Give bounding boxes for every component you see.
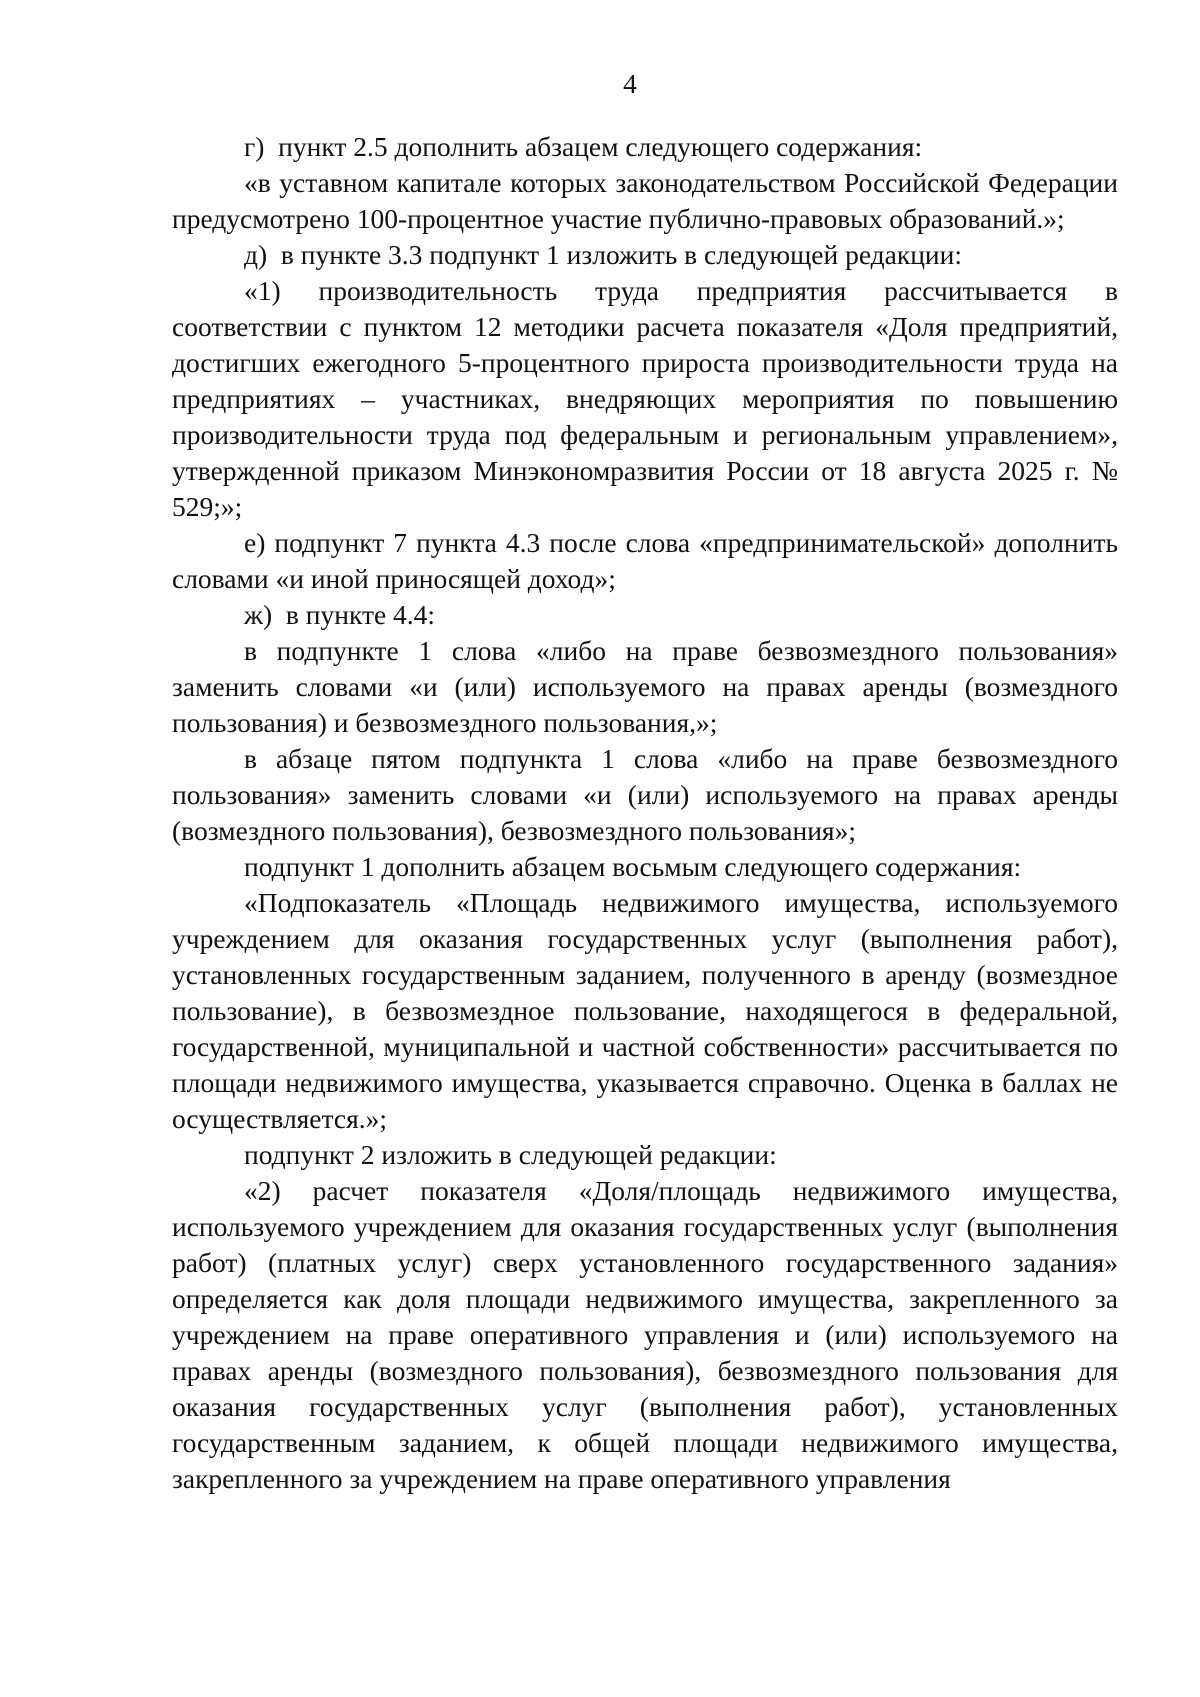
paragraph-item-g: г) пункт 2.5 дополнить абзацем следующего содержания:: [244, 131, 923, 162]
paragraph-quote-subindicator: «Подпоказатель «Площадь недвижимого имущества, используемого учреждением для оказания государственных услуг (выполнения работ), установленных государственным заданием, полученного в аренду (возмездное пользование), в безвозмездное пользование, находящегося в федеральной, государственной, муниципальной и частной собственности» рассчитывается по площади недвижимого имущества, указывается справочно. Оценка в баллах не осуществляется.»;: [172, 887, 1118, 1134]
paragraph-item-e: е) подпункт 7 пункта 4.3 после слова «предпринимательской» дополнить словами «и иной приносящей доход»;: [172, 527, 1118, 594]
paragraph-quote-3-3: «1) производительность труда предприятия рассчитывается в соответствии с пунктом 12 методики расчета показателя «Доля предприятий, достигших ежегодного 5-процентного прироста производительности труда на предприятиях – участниках, внедряющих мероприятия по повышению производительности труда под федеральным и региональным управлением», утвержденной приказом Минэкономразвития России от 18 августа 2025 г. № 529;»;: [172, 275, 1118, 522]
paragraph-item-d: д) в пункте 3.3 подпункт 1 изложить в следующей редакции:: [244, 239, 963, 270]
paragraph-subitem-1: в подпункте 1 слова «либо на праве безвозмездного пользования» заменить словами «и (или) используемого на правах аренды (возмездного пользования) и безвозмездного пользования,»;: [172, 635, 1118, 738]
paragraph-quote-subitem-2: «2) расчет показателя «Доля/площадь недвижимого имущества, используемого учреждением для оказания государственных услуг (выполнения работ) (платных услуг) сверх установленного государственного задания» определяется как доля площади недвижимого имущества, закрепленного за учреждением на праве оперативного управления и (или) используемого на правах аренды (возмездного пользования), безвозмездного пользования для оказания государственных услуг (выполнения работ), установленных государственным заданием, к общей площади недвижимого имущества, закрепленного за учреждением на праве оперативного управления: [172, 1175, 1118, 1494]
paragraph-fifth-abzac: в абзаце пятом подпункта 1 слова «либо на праве безвозмездного пользования» заменить словами «и (или) используемого на правах аренды (возмездного пользования), безвозмездного пользования»;: [172, 743, 1118, 846]
paragraph-item-zh: ж) в пункте 4.4:: [244, 599, 436, 630]
paragraph-quote-2-5: «в уставном капитале которых законодательством Российской Федерации предусмотрено 100-процентное участие публично-правовых образований.»;: [172, 167, 1118, 234]
paragraph-subitem-2: подпункт 2 изложить в следующей редакции:: [244, 1139, 777, 1170]
paragraph-subitem-1-addition: подпункт 1 дополнить абзацем восьмым следующего содержания:: [244, 851, 1022, 882]
page-number: 4: [623, 68, 637, 99]
